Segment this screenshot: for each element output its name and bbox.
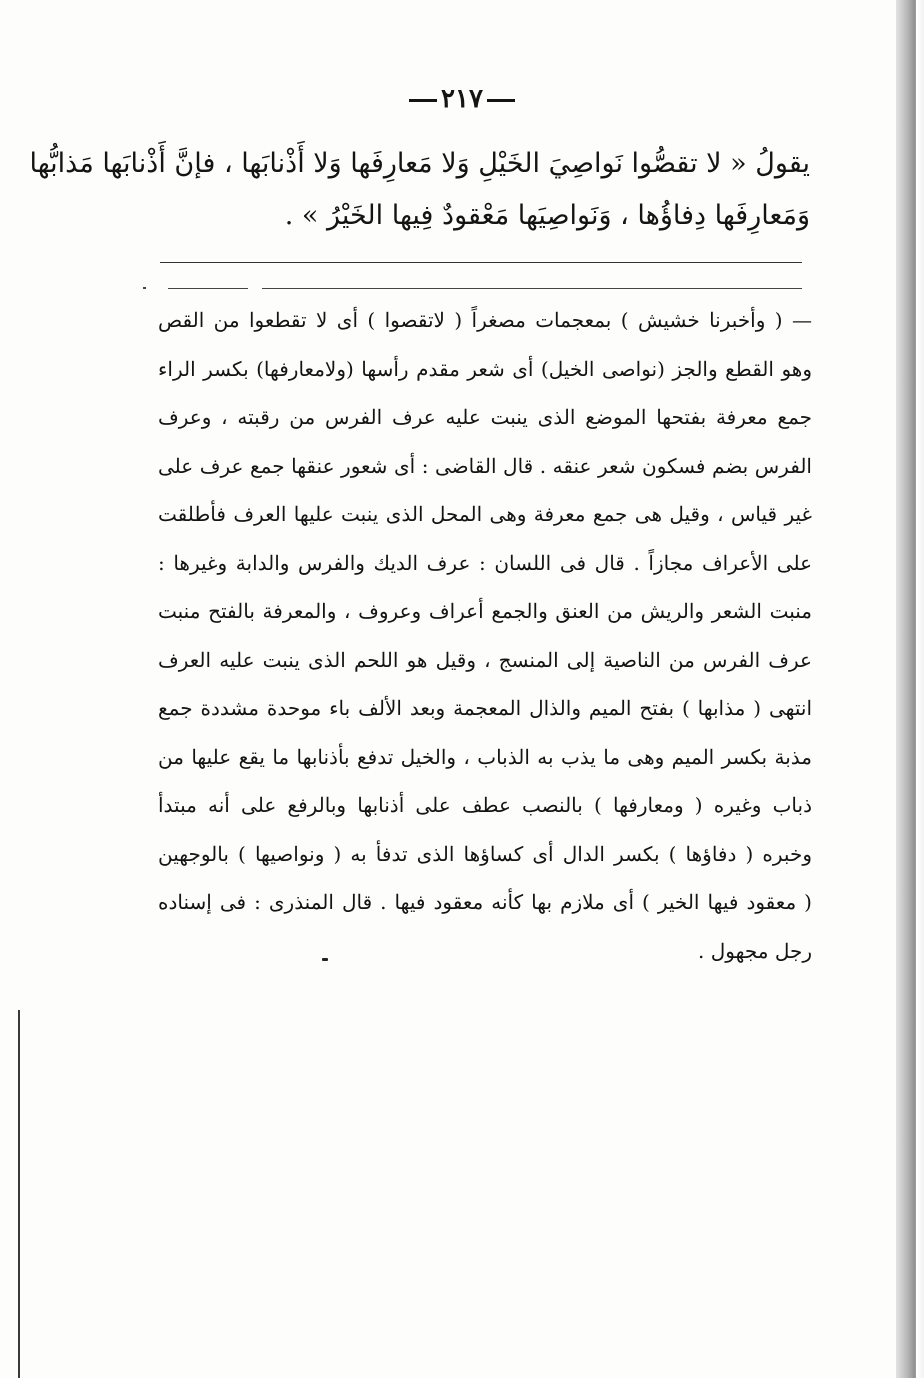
hadith-line: وَمَعارِفَها دِفاؤُها ، وَنَواصِيَها مَعْقودٌ فِيها الخَيْرُ » . — [284, 200, 810, 231]
commentary-line: منبت الشعر والريش من العنق والجمع أعراف وعروف ، والمعرفة بالفتح منبت — [158, 599, 812, 623]
hadith-line: يقولُ « لا تقصُّوا نَواصِيَ الخَيْلِ وَلا مَعارِفَها وَلا أَذْنابَها ، فإنَّ أَذْنابَها مَذابُّها — [29, 148, 810, 179]
commentary-line: انتهى ( مذابها ) بفتح الميم والذال المعجمة وبعد الألف باء موحدة مشددة جمع — [158, 696, 812, 720]
commentary-line: وهو القطع والجز (نواصى الخيل) أى شعر مقدم رأسها (ولامعارفها) بكسر الراء — [158, 356, 812, 381]
commentary-text — [158, 296, 812, 975]
commentary-line: جمع معرفة بفتحها الموضع الذى ينبت عليه عرف الفرس من رقبته ، وعرف — [158, 405, 812, 429]
commentary-line: وخبره ( دفاؤها ) بكسر الدال أى كساؤها الذى تدفأ به ( ونواصيها ) بالوجهين — [158, 841, 812, 866]
commentary-line: مذبة بكسر الميم وهى ما يذب به الذباب ، والخيل تدفع بأذنابها ما يقع عليها من — [158, 744, 812, 769]
page-number-dash-left — [409, 99, 437, 102]
page-edge-shadow — [896, 0, 924, 1378]
commentary-line: ذباب وغيره ( ومعارفها ) بالنصب عطف على أذنابها وبالرفع على أنه مبتدأ — [158, 793, 812, 817]
commentary-line: — ( وأخبرنا خشيش ) بمعجمات مصغراً ( لاتقصوا ) أى لا تقطعوا من القص — [158, 308, 812, 332]
ink-speck — [322, 958, 328, 961]
page-number-dash-right — [487, 99, 515, 102]
commentary-line: رجل مجهول . — [698, 938, 812, 963]
separator-rule — [160, 262, 802, 263]
commentary-line: غير قياس ، وقيل هى جمع معرفة وهى المحل الذى ينبت عليها العرف فأطلقت — [158, 502, 812, 526]
commentary-line: عرف الفرس من الناصية إلى المنسج ، وقيل هو اللحم الذى ينبت عليه العرف — [158, 647, 812, 672]
commentary-line: ( معقود فيها الخير ) أى ملازم بها كأنه معقود فيها . قال المنذرى : فى إسناده — [158, 890, 812, 914]
page-number-text: ٢١٧ — [441, 84, 483, 114]
scan-fold-line — [18, 1010, 20, 1378]
footnote-rule-dot — [143, 287, 146, 289]
page-number — [0, 84, 924, 114]
footnote-rule-short — [168, 288, 248, 289]
commentary-line: على الأعراف مجازاً . قال فى اللسان : عرف الديك والفرس والدابة وغيرها : — [158, 550, 812, 575]
commentary-line: الفرس بضم فسكون شعر عنقه . قال القاضى : أى شعور عنقها جمع عرف على — [158, 453, 812, 478]
hadith-text — [29, 138, 810, 242]
footnote-rule — [262, 288, 802, 289]
